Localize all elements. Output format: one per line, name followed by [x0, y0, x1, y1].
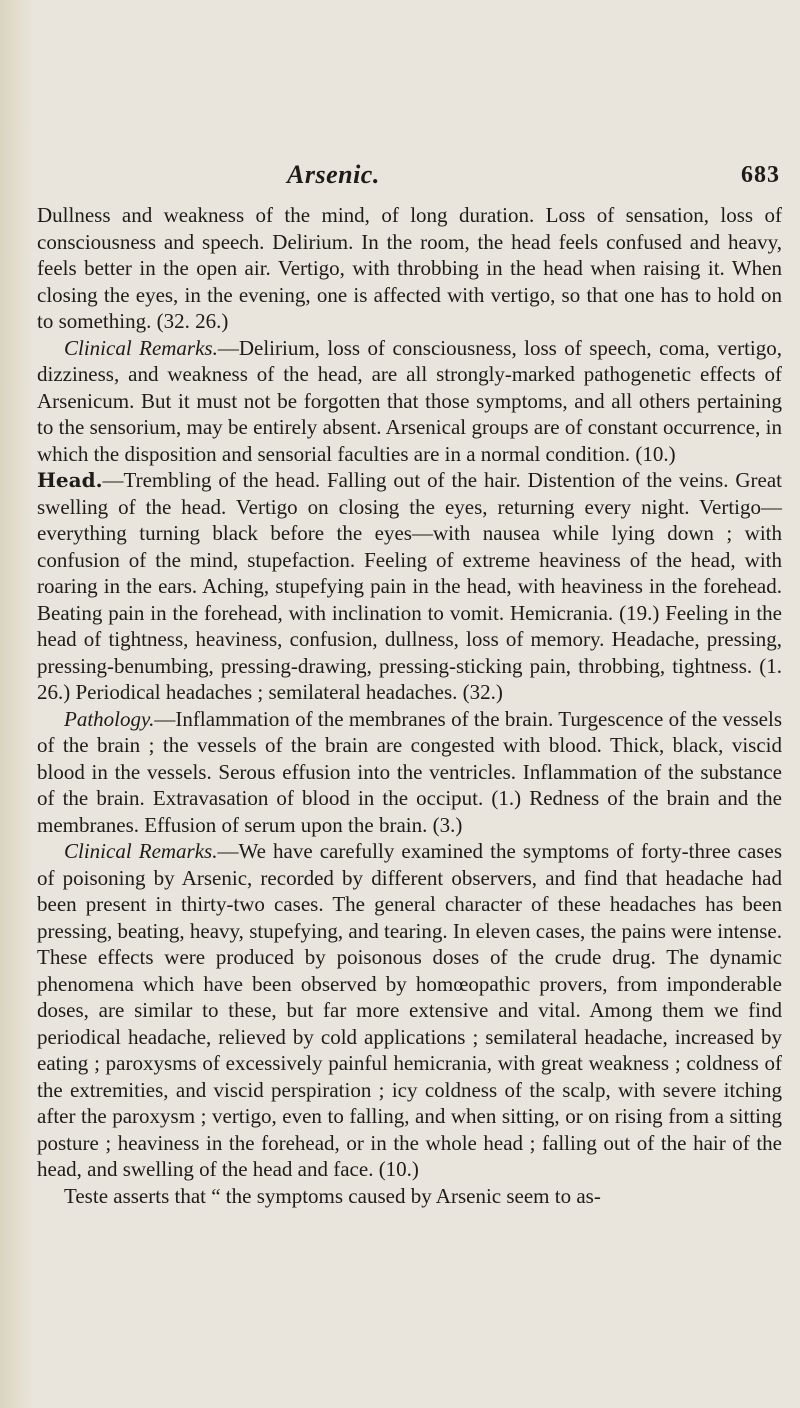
- page-header: [37, 160, 782, 190]
- paragraph-head: [37, 467, 782, 706]
- book-page: [37, 0, 782, 1408]
- paragraph-text: —We have carefully examined the symptoms of forty-three cases of poisoning by Arsenic, recorded by different observers, and find that headache had been present in thirty-two cases. The general character of these headaches has been pressing, beating, heavy, stupefying, and tearing. In eleven cases, the pains were intense. These effects were produced by poisonous doses of the crude drug. The dynamic phenomena which have been observed by homœopathic provers, from imponderable doses, are similar to these, but far more extensive and vital. Among them we find periodical headache, relieved by cold applications ; semilateral headache, increased by eating ; paroxysms of excessively painful hemicrania, with great weakness ; coldness of the extremities, and viscid perspiration ; icy coldness of the scalp, with severe itching after the paroxysm ; vertigo, even to falling, and when sitting, or on rising from a sitting posture ; heaviness in the forehead, or in the whole head ; falling out of the hair of the head, and swelling of the head and face. (10.): [37, 839, 782, 1181]
- paragraph-text: Dullness and weakness of the mind, of long duration. Loss of sensation, loss of consciousness and speech. Delirium. In the room, the head feels confused and heavy, feels better in the open air. Vertigo, with throbbing in the head when raising it. When closing the eyes, in the evening, one is affected with vertigo, so that one has to hold on to something. (32. 26.): [37, 203, 782, 333]
- paragraph-pathology: [37, 706, 782, 839]
- paragraph-lead: Pathology.: [64, 706, 155, 731]
- running-title: Arsenic.: [287, 160, 380, 189]
- page-number: 683: [741, 162, 780, 188]
- paragraph-mind-symptoms: [37, 202, 782, 335]
- paragraph-text: —Inflammation of the membranes of the brain. Turgescence of the vessels of the brain ; the vessels of the brain are congested with blood. Thick, black, viscid blood in the vessels. Serous effusion into the ventricles. Inflammation of the substance of the brain. Extravasation of blood in the occiput. (1.) Redness of the brain and the membranes. Effusion of serum upon the brain. (3.): [37, 706, 782, 837]
- section-heading-head: Head.: [37, 468, 103, 492]
- paragraph-text: —Trembling of the head. Falling out of the hair. Distention of the veins. Great swelling of the head. Vertigo on closing the eyes, returning every night. Vertigo—everything turning black before the eyes—with nausea while lying down ; with confusion of the mind, stupefaction. Feeling of extreme heaviness of the head, with roaring in the ears. Aching, stupefying pain in the head, with heaviness in the forehead. Beating pain in the forehead, with inclination to vomit. Hemicrania. (19.) Feeling in the head of tightness, heaviness, confusion, dullness, loss of memory. Headache, pressing, pressing-benumbing, pressing-drawing, pressing-sticking pain, throbbing, tightness. (1. 26.) Periodical headaches ; semilateral headaches. (32.): [37, 468, 782, 704]
- paragraph-clinical-remarks-mind: [37, 335, 782, 468]
- paragraph-lead: Clinical Remarks.: [64, 335, 218, 360]
- paragraph-text: Teste asserts that “ the symptoms caused by Arsenic seem to as-: [64, 1183, 601, 1208]
- paragraph-lead: Clinical Remarks.: [64, 839, 218, 863]
- paragraph-text: —Delirium, loss of consciousness, loss of speech, coma, vertigo, dizziness, and weakness of the head, are all strongly-marked pathogenetic effects of Arsenicum. But it must not be forgotten that those symptoms, and all others pertaining to the sensorium, may be entirely absent. Arsenical groups are of constant occurrence, in which the disposition and sensorial faculties are in a normal condition. (10.): [37, 335, 782, 466]
- paragraph-teste: [37, 1183, 782, 1210]
- body-text: [37, 202, 782, 1209]
- book-spine-shadow: [0, 0, 34, 1408]
- paragraph-clinical-remarks-head: [37, 838, 782, 1183]
